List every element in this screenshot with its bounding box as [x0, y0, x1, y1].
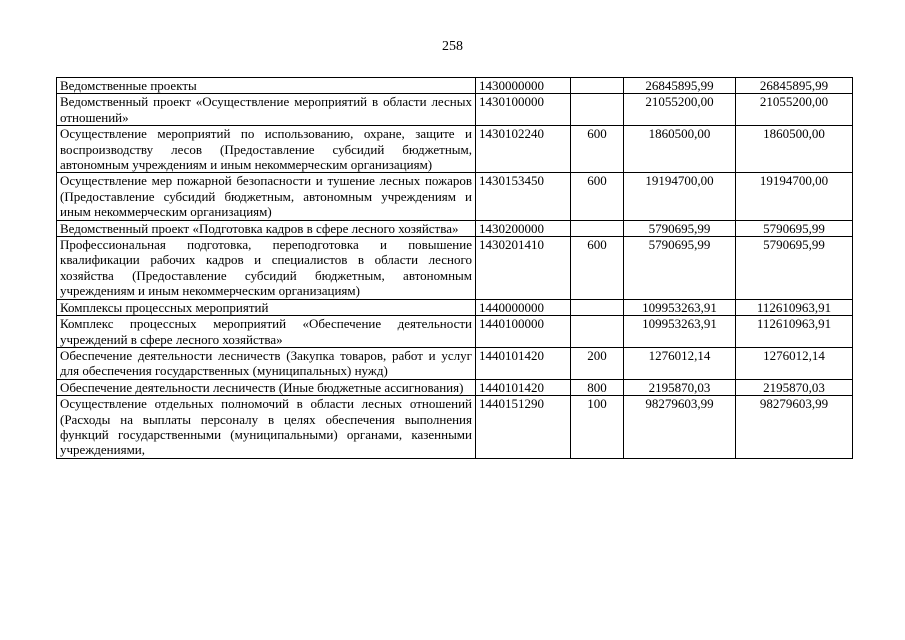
row-name-cell: Обеспечение деятельности лесничеств (Иные бюджетные ассигнования)	[57, 379, 476, 395]
row-kind-cell	[571, 78, 624, 94]
table-row	[57, 379, 853, 395]
row-amount1-cell: 1860500,00	[624, 126, 736, 173]
row-name-cell: Комплексы процессных мероприятий	[57, 299, 476, 315]
row-amount2-cell: 2195870,03	[736, 379, 853, 395]
row-amount2-cell: 98279603,99	[736, 396, 853, 459]
row-kind-cell	[571, 220, 624, 236]
row-name-cell: Ведомственные проекты	[57, 78, 476, 94]
row-name-cell: Осуществление отдельных полномочий в области лесных отношений (Расходы на выплаты персоналу в целях обеспечения выполнения функций государственными (муниципальными) органами, казенными учреждениями,	[57, 396, 476, 459]
row-kind-cell: 600	[571, 173, 624, 220]
row-amount2-cell: 112610963,91	[736, 299, 853, 315]
row-amount2-cell: 19194700,00	[736, 173, 853, 220]
row-amount2-cell: 5790695,99	[736, 220, 853, 236]
table-row	[57, 347, 853, 379]
row-kind-cell: 800	[571, 379, 624, 395]
row-code-cell: 1440100000	[476, 316, 571, 348]
row-amount2-cell: 1860500,00	[736, 126, 853, 173]
row-name-cell: Профессиональная подготовка, переподготовка и повышение квалификации рабочих кадров и специалистов в области лесного хозяйства (Предоставление субсидий бюджетным, автономным учреждениям и иным некоммерческим организациям)	[57, 237, 476, 300]
row-code-cell: 1440151290	[476, 396, 571, 459]
row-amount1-cell: 5790695,99	[624, 237, 736, 300]
row-kind-cell: 600	[571, 126, 624, 173]
row-amount1-cell: 109953263,91	[624, 316, 736, 348]
table-row	[57, 396, 853, 459]
row-code-cell: 1440000000	[476, 299, 571, 315]
table-row	[57, 316, 853, 348]
row-code-cell: 1430201410	[476, 237, 571, 300]
table-row	[57, 173, 853, 220]
row-code-cell: 1440101420	[476, 347, 571, 379]
row-name-cell: Комплекс процессных мероприятий «Обеспечение деятельности учреждений в сфере лесного хозяйства»	[57, 316, 476, 348]
row-name-cell: Осуществление мероприятий по использованию, охране, защите и воспроизводству лесов (Предоставление субсидий бюджетным, автономным учреждениям и иным некоммерческим организациям)	[57, 126, 476, 173]
row-code-cell: 1430100000	[476, 94, 571, 126]
row-kind-cell	[571, 94, 624, 126]
row-name-cell: Ведомственный проект «Подготовка кадров в сфере лесного хозяйства»	[57, 220, 476, 236]
table-row	[57, 237, 853, 300]
row-amount1-cell: 98279603,99	[624, 396, 736, 459]
row-amount1-cell: 109953263,91	[624, 299, 736, 315]
table-row	[57, 126, 853, 173]
row-amount2-cell: 21055200,00	[736, 94, 853, 126]
row-amount2-cell: 26845895,99	[736, 78, 853, 94]
row-kind-cell: 100	[571, 396, 624, 459]
row-code-cell: 1430000000	[476, 78, 571, 94]
row-name-cell: Ведомственный проект «Осуществление мероприятий в области лесных отношений»	[57, 94, 476, 126]
row-kind-cell	[571, 299, 624, 315]
budget-table-body	[57, 78, 853, 459]
row-amount1-cell: 2195870,03	[624, 379, 736, 395]
table-row	[57, 94, 853, 126]
row-amount1-cell: 1276012,14	[624, 347, 736, 379]
row-kind-cell: 200	[571, 347, 624, 379]
row-code-cell: 1430153450	[476, 173, 571, 220]
row-amount2-cell: 1276012,14	[736, 347, 853, 379]
row-name-cell: Осуществление мер пожарной безопасности и тушение лесных пожаров (Предоставление субсидий бюджетным, автономным учреждениям и иным некоммерческим организациям)	[57, 173, 476, 220]
row-kind-cell	[571, 316, 624, 348]
budget-table	[56, 77, 853, 459]
row-amount1-cell: 26845895,99	[624, 78, 736, 94]
row-amount1-cell: 5790695,99	[624, 220, 736, 236]
row-code-cell: 1430200000	[476, 220, 571, 236]
table-row	[57, 78, 853, 94]
row-name-cell: Обеспечение деятельности лесничеств (Закупка товаров, работ и услуг для обеспечения государственных (муниципальных) нужд)	[57, 347, 476, 379]
table-row	[57, 299, 853, 315]
row-amount1-cell: 21055200,00	[624, 94, 736, 126]
row-amount2-cell: 5790695,99	[736, 237, 853, 300]
table-row	[57, 220, 853, 236]
row-code-cell: 1440101420	[476, 379, 571, 395]
row-amount1-cell: 19194700,00	[624, 173, 736, 220]
page-number: 258	[442, 39, 463, 54]
row-amount2-cell: 112610963,91	[736, 316, 853, 348]
row-kind-cell: 600	[571, 237, 624, 300]
row-code-cell: 1430102240	[476, 126, 571, 173]
